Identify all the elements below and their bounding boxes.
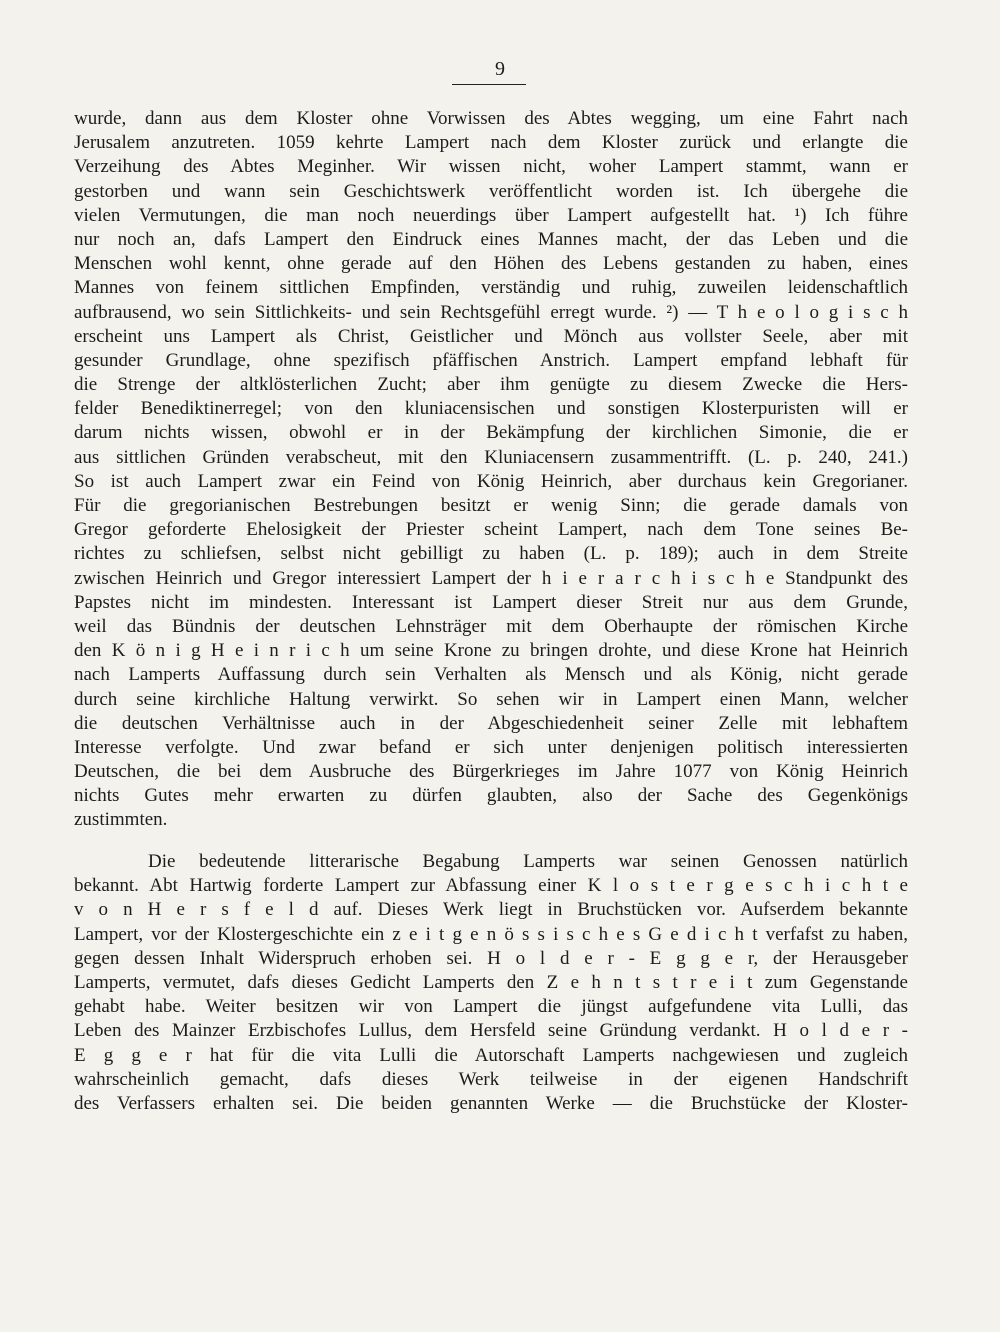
- text-line: Die bedeutende litterarische Begabung Lamperts war seinen Genossen natürlich: [148, 851, 908, 872]
- text-line: Verzeihung des Abtes Meginher. Wir wissen nicht, woher Lampert stammt, wann er: [74, 156, 908, 178]
- text-line: wahrscheinlich gemacht, dafs dieses Werk teilweise in der eigenen Handschrift: [74, 1068, 908, 1090]
- text-line: E g g e r hat für die vita Lulli die Autorschaft Lamperts nachgewiesen und zugleich: [74, 1044, 908, 1066]
- text-line: Menschen wohl kennt, ohne gerade auf den Höhen des Lebens gestanden zu haben, eines: [74, 253, 908, 275]
- text-line: weil das Bündnis der deutschen Lehnsträger mit dem Oberhaupte der römischen Kirche: [74, 615, 908, 637]
- text-line: Papstes nicht im mindesten. Interessant ist Lampert dieser Streit nur aus dem Grunde,: [74, 591, 908, 613]
- text-line: Mannes von feinem sittlichen Empfinden, verständig und ruhig, zuweilen leidenschaftlich: [74, 277, 908, 299]
- text-line: zustimmten.: [74, 809, 168, 831]
- text-line: gestorben und wann sein Geschichtswerk veröffentlicht worden ist. Ich übergehe die: [74, 180, 908, 202]
- text-line: nach Lamperts Auffassung durch sein Verhalten als Mensch und als König, nicht gerade: [74, 664, 908, 686]
- text-line: Lampert, vor der Klostergeschichte ein z e i t g e n ö s s i s c h e s G e d i c h t verfafst zu haben,: [74, 923, 908, 945]
- text-line: Für die gregorianischen Bestrebungen besitzt er wenig Sinn; die gerade damals von: [74, 495, 908, 516]
- text-line: aus sittlichen Gründen verabscheut, mit den Kluniacensern zusammentrifft. (L. p. 240, 241.): [74, 446, 908, 468]
- text-line: So ist auch Lampert zwar ein Feind von König Heinrich, aber durchaus kein Gregorianer.: [74, 470, 908, 492]
- text-line: v o n H e r s f e l d auf. Dieses Werk liegt in Bruchstücken vor. Aufserdem bekannte: [74, 899, 908, 921]
- text-line: erscheint uns Lampert als Christ, Geistlicher und Mönch aus vollster Seele, aber mit: [74, 325, 908, 347]
- text-line: Deutschen, die bei dem Ausbruche des Bürgerkrieges im Jahre 1077 von König Heinrich: [74, 761, 908, 783]
- text-line: gegen dessen Inhalt Widerspruch erhoben sei. H o l d e r - E g g e r, der Herausgeber: [74, 947, 908, 969]
- text-line: gehabt habe. Weiter besitzen wir von Lampert die jüngst aufgefundene vita Lulli, das: [74, 996, 908, 1018]
- paragraph-2: [74, 850, 908, 1116]
- text-line: die deutschen Verhältnisse auch in der Abgeschiedenheit seiner Zelle mit lebhaftem: [74, 712, 908, 734]
- text-line: wurde, dann aus dem Kloster ohne Vorwissen des Abtes wegging, um eine Fahrt nach: [74, 108, 908, 129]
- text-line: aufbrausend, wo sein Sittlichkeits- und sein Rechtsgefühl erregt wurde. ²) — T h e o l o g i s c h: [74, 301, 908, 323]
- page-number: 9: [495, 58, 505, 80]
- text-line: durch seine kirchliche Haltung verwirkt. So sehen wir in Lampert einen Mann, welcher: [74, 688, 908, 710]
- text-line: gesunder Grundlage, ohne spezifisch pfäffischen Anstrich. Lampert empfand lebhaft für: [74, 349, 908, 371]
- text-line: vielen Vermutungen, die man noch neuerdings über Lampert aufgestellt hat. ¹) Ich führe: [74, 204, 908, 226]
- text-line: darum nichts wissen, obwohl er in der Bekämpfung der kirchlichen Simonie, die er: [74, 422, 908, 444]
- text-line: Lamperts, vermutet, dafs dieses Gedicht Lamperts den Z e h n t s t r e i t zum Gegenstande: [74, 971, 908, 993]
- text-line: nichts Gutes mehr erwarten zu dürfen glaubten, also der Sache des Gegenkönigs: [74, 785, 908, 807]
- text-line: Leben des Mainzer Erzbischofes Lullus, dem Hersfeld seine Gründung verdankt. H o l d e r -: [74, 1020, 908, 1042]
- text-line: bekannt. Abt Hartwig forderte Lampert zur Abfassung einer K l o s t e r g e s c h i c h t e: [74, 875, 908, 897]
- text-line: richtes zu schliefsen, selbst nicht gebilligt zu haben (L. p. 189); auch in dem Streite: [74, 543, 908, 565]
- text-line: die Strenge der altklösterlichen Zucht; aber ihm genügte zu diesem Zwecke die Hers-: [74, 374, 908, 396]
- page-number-rule: [452, 84, 526, 85]
- text-line: Gregor geforderte Ehelosigkeit der Priester scheint Lampert, nach dem Tone seines Be-: [74, 519, 908, 541]
- text-line: nur noch an, dafs Lampert den Eindruck eines Mannes macht, der das Leben und die: [74, 228, 908, 250]
- text-line: felder Benediktinerregel; von den kluniacensischen und sonstigen Klosterpuristen will er: [74, 398, 908, 420]
- text-line: den K ö n i g H e i n r i c h um seine Krone zu bringen drohte, und diese Krone hat Heinrich: [74, 640, 908, 662]
- text-line: Interesse verfolgte. Und zwar befand er sich unter denjenigen politisch interessierten: [74, 736, 908, 758]
- text-line: zwischen Heinrich und Gregor interessiert Lampert der h i e r a r c h i s c h e Standpunkt des: [74, 567, 908, 589]
- text-line: des Verfassers erhalten sei. Die beiden genannten Werke — die Bruchstücke der Kloster-: [74, 1092, 908, 1114]
- paragraph-1: [74, 107, 908, 833]
- text-line: Jerusalem anzutreten. 1059 kehrte Lampert nach dem Kloster zurück und erlangte die: [74, 132, 908, 154]
